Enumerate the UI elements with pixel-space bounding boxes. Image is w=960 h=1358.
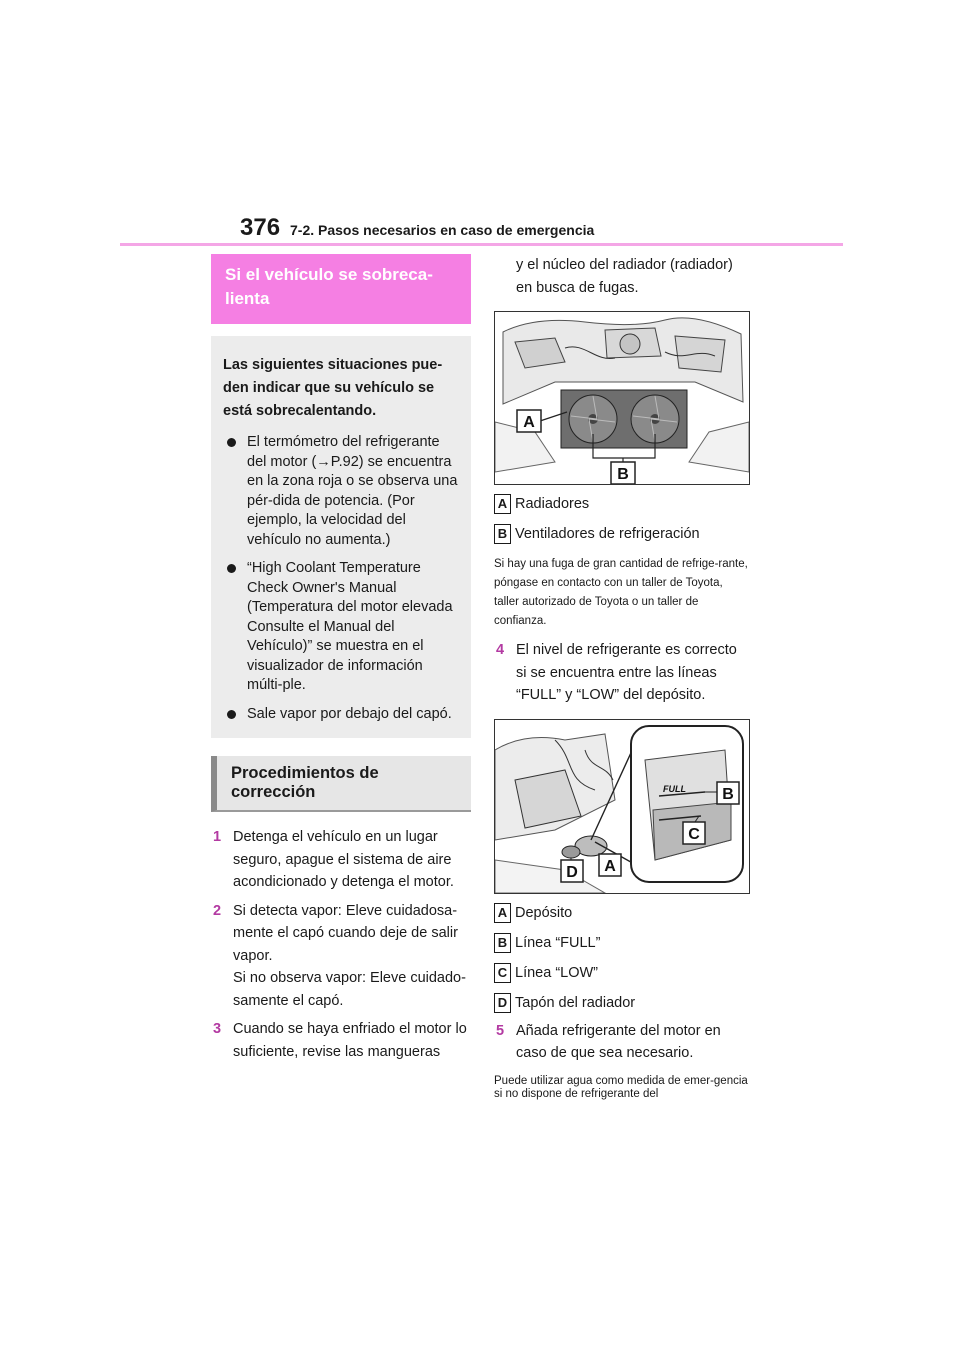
step-1 <box>211 826 471 894</box>
label-badge: A <box>494 494 511 514</box>
label-badge: C <box>494 963 511 983</box>
right-column <box>494 254 750 1101</box>
label-badge: A <box>494 903 511 923</box>
reservoir-figure <box>494 719 750 894</box>
step-number: 1 <box>213 829 222 845</box>
legend2-item-b <box>494 932 750 954</box>
symptoms-list <box>223 433 459 724</box>
procedure-steps <box>211 826 471 1063</box>
symptom-text: El termómetro del refrigerante del motor (→P.92) se encuentra en la zona roja o se observa una pér-dida de potencia. (Por ejemplo, la velocidad del vehículo no aumenta.) <box>247 434 458 548</box>
radiator-illustration <box>495 312 749 484</box>
legend-text: Ventiladores de refrigeración <box>515 526 700 542</box>
legend2-item-a <box>494 902 750 924</box>
step-2 <box>211 900 471 1013</box>
symptom-item <box>223 559 459 696</box>
figure-label-a: A <box>523 414 535 431</box>
step-number: 4 <box>496 642 505 658</box>
page-number: 376 <box>240 214 281 241</box>
legend1-item-a <box>494 493 750 515</box>
label-badge: B <box>494 524 511 544</box>
step-number: 5 <box>496 1022 505 1039</box>
legend-text: Tapón del radiador <box>515 994 636 1011</box>
label-badge: D <box>494 993 511 1013</box>
step-text: El nivel de refrigerante es correcto si se encuentra entre las líneas “FULL” y “LOW” del depósito. <box>516 642 737 703</box>
radiator-figure <box>494 311 750 485</box>
leak-note: Si hay una fuga de gran cantidad de refrige-rante, póngase en contacto con un taller de Toyota, taller autorizado de Toyota o un taller de confianza. <box>494 558 748 627</box>
step3-continuation: y el núcleo del radiador (radiador) en busca de fugas. <box>516 257 733 296</box>
full-mark: FULL <box>663 783 686 794</box>
section-title: 7-2. Pasos necesarios en caso de emergencia <box>290 222 595 238</box>
step-text-2: Si no observa vapor: Eleve cuidado-samente el capó. <box>233 970 466 1009</box>
figure2-label-c: C <box>688 825 700 843</box>
step-text: Cuando se haya enfriado el motor lo suficiente, revise las mangueras <box>233 1021 467 1060</box>
overheat-heading: Si el vehículo se sobreca-lienta <box>211 254 471 324</box>
bullet-icon <box>227 438 236 447</box>
bullet-icon <box>227 564 236 573</box>
step-number: 2 <box>213 902 222 919</box>
legend2-item-d <box>494 992 750 1014</box>
figure-label-b: B <box>617 466 629 483</box>
left-column <box>211 254 471 1069</box>
step-text: Detenga el vehículo en un lugar seguro, apague el sistema de aire acondicionado y detenga el motor. <box>233 829 454 890</box>
bullet-icon <box>227 710 236 719</box>
symptom-text: Sale vapor por debajo del capó. <box>247 705 452 722</box>
label-badge: B <box>494 933 511 953</box>
figure2-label-d: D <box>566 863 578 881</box>
procedures-heading: Procedimientos de corrección <box>211 756 471 812</box>
symptoms-lead: Las siguientes situaciones pue-den indicar que su vehículo se está sobrecalentando. <box>223 357 443 419</box>
symptom-item <box>223 705 459 725</box>
legend1-item-b <box>494 523 750 545</box>
step-text: Si detecta vapor: Eleve cuidadosa-mente el capó cuando deje de salir vapor. <box>233 902 458 964</box>
legend-text: Línea “FULL” <box>515 934 601 951</box>
figure2-label-a: A <box>604 857 616 875</box>
legend-text: Depósito <box>515 904 573 921</box>
symptom-text: “High Coolant Temperature Check Owner's Manual (Temperatura del motor elevada Consulte el Manual del Vehículo)” se muestra en el visualizador de información múlti-ple. <box>247 560 453 693</box>
step-3 <box>211 1018 471 1063</box>
reservoir-illustration <box>495 720 749 893</box>
figure2-label-b: B <box>722 785 734 803</box>
step-5 <box>494 1020 750 1065</box>
water-note: Puede utilizar agua como medida de emer-gencia si no dispone de refrigerante del <box>494 1074 748 1100</box>
symptom-item <box>223 433 459 550</box>
step-number: 3 <box>213 1021 222 1037</box>
header-rule <box>120 243 843 246</box>
step-4 <box>494 639 750 707</box>
legend-text: Radiadores <box>515 496 590 512</box>
step-text: Añada refrigerante del motor en caso de que sea necesario. <box>516 1022 721 1061</box>
legend-text: Línea “LOW” <box>515 964 598 981</box>
legend2-item-c <box>494 962 750 984</box>
symptoms-box <box>211 334 471 738</box>
